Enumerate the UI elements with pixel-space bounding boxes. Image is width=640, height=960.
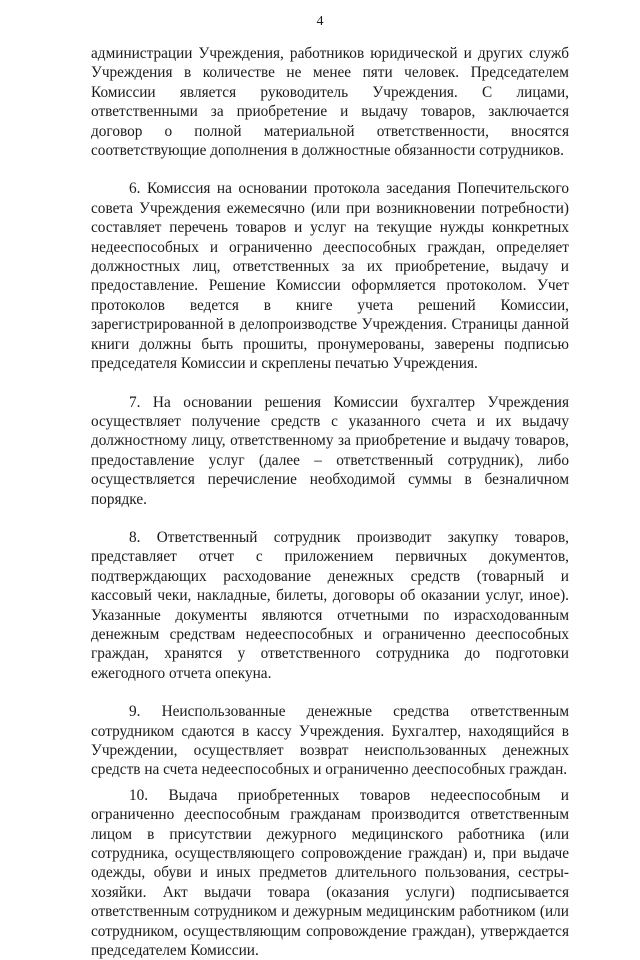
paragraph-item-8: 8. Ответственный сотрудник производит закупку товаров, представляет отчет с приложением первичных документов, подтверждающих расходование денежных средств (товарный и кассовый чеки, накладные, билеты, договоры об оказании услуг, иное). Указанные документы являются отчетными по израсходованным денежным средствам недееспособных и ограниченно дееспособных граждан, хранятся у ответственного сотрудника до подготовки ежегодного отчета опекуна. [91,528,569,682]
paragraph-item-9: 9. Неиспользованные денежные средства ответственным сотрудником сдаются в кассу Учреждения. Бухгалтер, находящийся в Учреждении, осуществляет возврат неиспользованных денежных средств на счета недееспособных и ограниченно дееспособных граждан. [91,703,569,779]
page-number: 4 [316,14,324,29]
paragraph-item-10: 10. Выдача приобретенных товаров недееспособным и ограниченно дееспособным гражданам производится ответственным лицом в присутствии дежурного медицинского работника (или сотрудника, осуществляющего сопровождение граждан) и, при выдаче одежды, обуви и иных предметов длительного пользования, сестры-хозяйки. Акт выдачи товара (оказания услуги) подписывается ответственным сотрудником и дежурным медицинским работником (или сотрудником, осуществляющим сопровождение граждан), утверждается председателем Комиссии. [91,786,569,960]
paragraph-item-7: 7. На основании решения Комиссии бухгалтер Учреждения осуществляет получение средств с указанного счета и их выдачу должностному лицу, ответственному за приобретение и выдачу товаров, предоставление услуг (далее – ответственный сотрудник), либо осуществляется перечисление необходимой суммы в безналичном порядке. [91,393,569,508]
document-body [91,44,569,960]
paragraph-continuation: администрации Учреждения, работников юридической и других служб Учреждения в количестве не менее пяти человек. Председателем Комиссии является руководитель Учреждения. С лицами, ответственными за приобретение и выдачу товаров, заключается договор о полной материальной ответственности, вносятся соответствующие дополнения в должностные обязанности сотрудников. [91,45,569,160]
paragraph-item-6: 6. Комиссия на основании протокола заседания Попечительского совета Учреждения ежемесячно (или при возникновении потребности) составляет перечень товаров и услуг на текущие нужды конкретных недееспособных и ограниченно дееспособных граждан, определяет должностных лиц, ответственных за их приобретение, выдачу и предоставление. Решение Комиссии оформляется протоколом. Учет протоколов ведется в книге учета решений Комиссии, зарегистрированной в делопроизводстве Учреждения. Страницы данной книги должны быть прошиты, пронумерованы, заверены подписью председателя Комиссии и скреплены печатью Учреждения. [91,180,569,373]
